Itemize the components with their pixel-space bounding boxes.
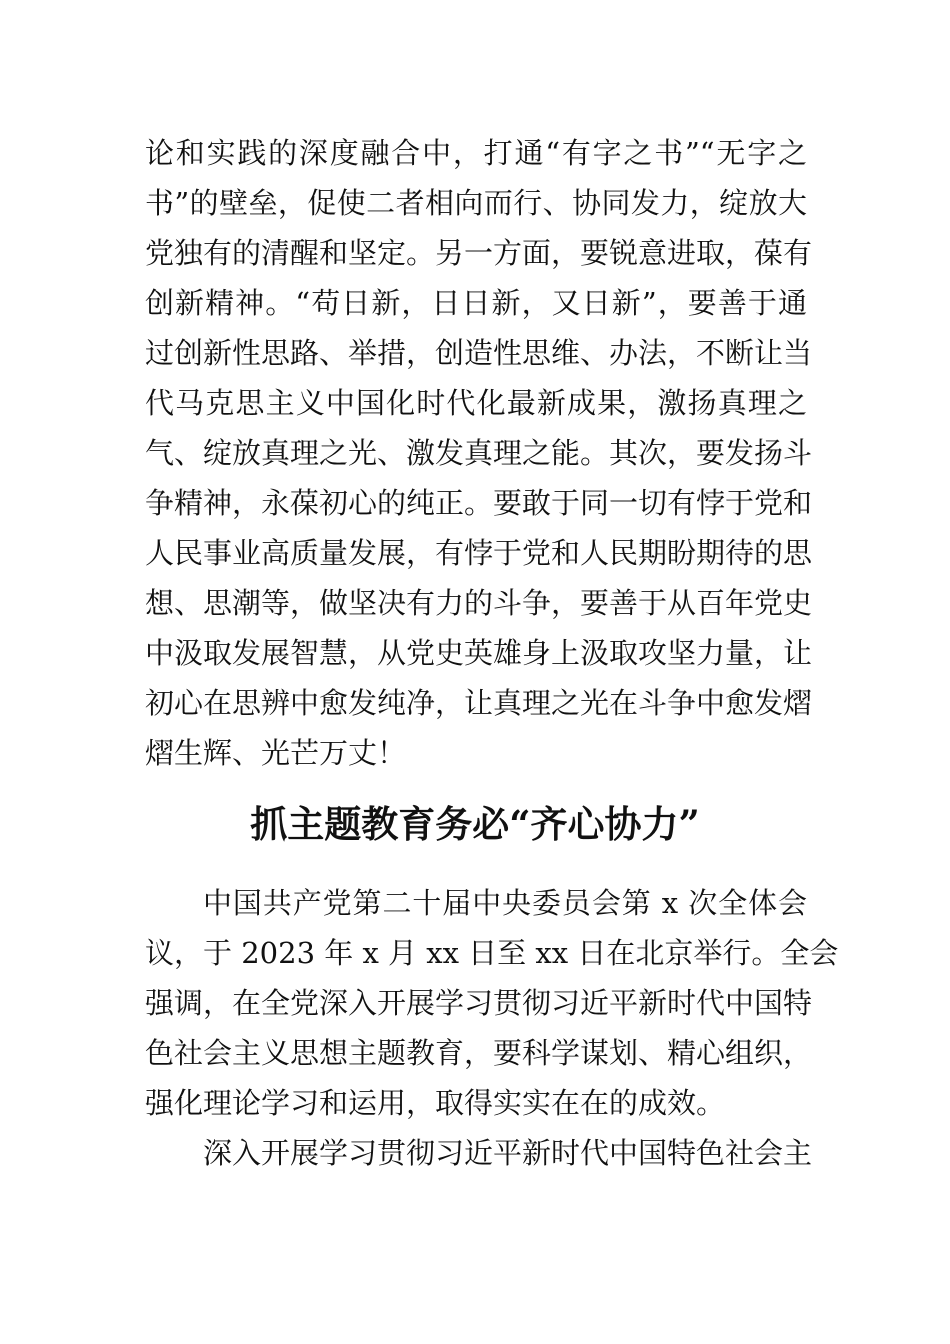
paragraph-line: 代马克思主义中国化时代化最新成果，激扬真理之 bbox=[145, 386, 807, 420]
paragraph-line: 创新精神。“苟日新，日日新，又日新”，要善于通 bbox=[145, 286, 807, 320]
paragraph-line: 党独有的清醒和坚定。另一方面，要锐意进取，葆有 bbox=[145, 236, 813, 270]
paragraph-line: 论和实践的深度融合中，打通“有字之书”“无字之 bbox=[145, 136, 807, 170]
paragraph-line: 色社会主义思想主题教育，要科学谋划、精心组织， bbox=[145, 1036, 813, 1070]
section-heading: 抓主题教育务必“齐心协力” bbox=[250, 802, 700, 846]
paragraph-line: 中国共产党第二十届中央委员会第 x 次全体会 bbox=[203, 886, 807, 920]
paragraph-line: 熠生辉、光芒万丈！ bbox=[145, 736, 407, 770]
paragraph-line: 书”的壁垒，促使二者相向而行、协同发力，绽放大 bbox=[145, 186, 807, 220]
paragraph-line: 初心在思辨中愈发纯净，让真理之光在斗争中愈发熠 bbox=[145, 686, 813, 720]
paragraph-line: 人民事业高质量发展，有悖于党和人民期盼期待的思 bbox=[145, 536, 813, 570]
paragraph-line: 过创新性思路、举措，创造性思维、办法，不断让当 bbox=[145, 336, 813, 370]
paragraph-line: 气、绽放真理之光、激发真理之能。其次，要发扬斗 bbox=[145, 436, 813, 470]
paragraph-line: 深入开展学习贯彻习近平新时代中国特色社会主 bbox=[203, 1136, 813, 1170]
paragraph-line: 强化理论学习和运用，取得实实在在的成效。 bbox=[145, 1086, 726, 1120]
paragraph-line: 想、思潮等，做坚决有力的斗争，要善于从百年党史 bbox=[145, 586, 813, 620]
paragraph-line: 议，于 2023 年 x 月 xx 日至 xx 日在北京举行。全会 bbox=[145, 936, 839, 970]
paragraph-line: 争精神，永葆初心的纯正。要敢于同一切有悖于党和 bbox=[145, 486, 813, 520]
paragraph-line: 强调，在全党深入开展学习贯彻习近平新时代中国特 bbox=[145, 986, 813, 1020]
paragraph-line: 中汲取发展智慧，从党史英雄身上汲取攻坚力量，让 bbox=[145, 636, 813, 670]
